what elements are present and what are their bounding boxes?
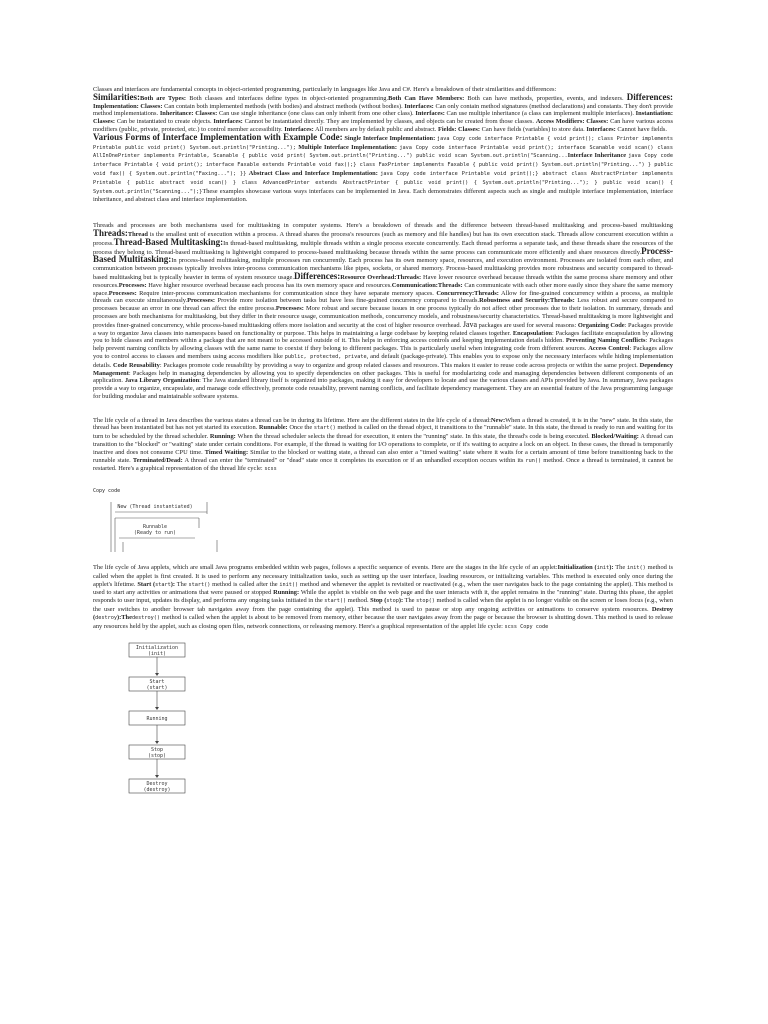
description: : The Java standard library itself is organized into packages, making it easy for developers to locate and use the various classes and APIs provided by Java. In summary, Java packages provide a way to organize, encapsulate, and manage code effectively, promote code reusability, prevent naming conflicts, and facilitate dependency management. They are an essential feature of the Java programming language for building modular and maintainable software systems. [93,377,673,400]
term: Concurrency:Threads: [436,289,499,297]
intro-text: The life cycle of a thread in Java describes the various states a thread can be in during its lifetime. Here are the different states in the life cycle of a thread: [93,416,491,424]
summary-text: In summary, threads and processes are both mechanisms for multitasking, but they differ in their resource usage, communication methods, concurrency models, and robustness/security characteristics. Thread-based multitasking is more lightweight and provides finer-grained concurrency, while process-based multitasking offers more isolation and security at the cost of higher resource overhead. [93,305,673,329]
term: Dependency Management [93,361,673,377]
differences-heading: Differences: [293,270,341,281]
description: All members are by default public and abstract. [313,125,437,133]
inline-code: scss Copy code [504,623,549,630]
description: Cannot have fields. [615,125,667,133]
term: Encapsulation [512,329,552,337]
term: Running: [273,589,300,597]
term: Java Library Organization [124,377,200,385]
term: Organizing Code [577,321,625,329]
term: Fields: Classes: [437,125,481,133]
applet-lifecycle-section [93,564,673,631]
description: The [403,597,417,605]
term: Destroy ( [93,606,673,621]
term: Interface Inheritance [567,152,627,160]
description: : Packages help in managing dependencies by allowing you to specify dependencies on other packages. This is useful for modularizing code and managing dependencies between different components of an application. [93,369,673,385]
document-page [93,86,673,801]
term: Both are Types: [140,94,187,102]
term: Instantiation: Classes: [93,110,673,126]
description: Can communicate with each other more easily since they share the same memory space. [93,281,673,297]
start-label: Start [149,679,165,686]
description: Both classes and interfaces define types in object-oriented programming. [186,94,389,102]
description: Similar to the blocked or waiting state, a thread can also enter a "timed waiting" state where it waits for a certain amount of time before transitioning back to the runnable state. [93,448,673,464]
term: Processes: [275,305,304,313]
description: Have lower resource overhead because threads within the same process share memory and other resources. [93,273,673,289]
term: ): [609,564,614,572]
description: : Packages facilitate encapsulation by allowing you to hide classes and members within a package that are not meant to be accessed outside of it. This helps in enforcing access controls and keeping implementation details hidden. [93,329,673,345]
runnable-state-label: Runnable [142,524,168,531]
destroy-label: Destroy [146,781,168,788]
init-label: Initialization [135,645,179,652]
java-word: Java [462,319,478,329]
process-multitasking-heading: Process-Based Multitasking: [93,245,673,265]
term: Thread [127,230,148,238]
forms-heading: Various Forms of Interface Implementation with Example Code: [93,131,343,142]
destroy-sublabel: (destroy) [143,787,171,794]
description: : Packages help prevent naming conflicts by allowing classes with the same name to coexist if they belong to different packages. This is particularly useful when integrating code from different sources. [93,337,673,353]
inline-code: init() [279,581,299,588]
description: method. Once a thread is terminated, it cannot be restarted. Here's a graphical representation of the thread life cycle: [93,456,673,473]
description: : Packages provide a way to organize Java classes into namespaces based on functionality or purpose. This helps in maintaining a large codebase by keeping related classes together. [93,321,673,337]
term: Access Control [588,345,630,353]
arrow-head [155,775,159,778]
inline-code: start() [313,425,336,432]
term: Running: [209,433,236,441]
description: The [175,580,189,588]
arrow-head [155,673,159,676]
description: Can contain both implemented methods (with bodies) and abstract methods (without bodies). [162,102,403,110]
description: method is called on the thread object, it transitions to the "runnable" state. In this state, the thread is ready to run and waiting for its turn to be scheduled by the thread scheduler. [93,424,673,441]
term: Implementation: Classes: [93,102,163,110]
description: , and default (package-private). This enables you to expose only the necessary interfaces while hiding implementation details. [93,352,674,369]
term: Interfaces: [586,125,616,133]
description: Require inter-process communication mechanisms for communication since they have separate memory spaces. [136,289,434,297]
term: Inheritance: Classes: [159,110,218,118]
description: In thread-based multitasking, multiple threads within a single process execute concurrently. Each thread performs a separate task, and these threads share the resources of the process they belong to. Thread-based multitasking is lightweight compared to process-based multitasking because threads within the same process can communicate more efficiently and share resources directly. [93,239,673,256]
term: ): [170,580,176,588]
description: A thread can enter the "terminated" or "dead" state once it completes its execution or if an unhandled exception occurs within its [182,456,526,464]
description: Can be instantiated to create objects. [115,118,212,126]
term: Abstract Class and Interface Implementation: [248,169,378,177]
description: method and whenever the applet is revisited or reactivated (e.g., when the user navigates back to the page containing the applet). This method is used to start any activities or animations that were paused or stopped [93,580,673,597]
description: method is called when the applet is no longer visible on the screen or loses focus (e.g., when the user switches to another browser tab navigates away from the page containing the applet). This method is used to pause or stop any ongoing activities or animations to conserve system resources. [93,597,673,614]
term: Resource Overhead:Threads: [340,273,422,281]
start-sublabel: (start) [146,685,168,692]
term: Processes: [118,281,147,289]
description: A thread can transition to the "blocked" or "waiting" state under certain conditions. For example, if the thread is waiting for I/O operations to complete, or if it's waiting to acquire a lock on an object. In these cases, the thread is temporarily inactive and does not consume CPU time. [93,433,673,456]
description: When the thread scheduler selects the thread for execution, it enters the "running" state. In this state, the thread's code is being executed. [235,433,590,441]
description: Cannot be instantiated directly. They are implemented by classes, and objects can be created from those classes. [242,118,534,126]
term: Access Modifiers: Classes: [535,118,609,126]
inline-code: public, protected, private [284,353,367,360]
description: In process-based multitasking, multiple processes run concurrently. Each process has its own memory space, resources, and execution environment. Processes are isolated from each other, and communication between processes typically involves inter-process communication mechanisms like pipes, sockets, or shared memory. Process-based multitasking provides more robustness and security compared to thread-based multitasking but is typically heavier in terms of system resource usage. [93,257,673,281]
thread-lifecycle-diagram [93,500,233,552]
description: Can only contain method signatures (method declarations) and constants. They don't provide method implementations. [93,102,673,118]
term: Both Can Have Members: [388,94,465,102]
term: New: [490,416,506,424]
inline-code: destroy [95,614,118,621]
code-snippet: java Copy code interface Printable void print(); interface Scanable void scan() class AllInOnePrinter implements Printable, Scanable { public void print( System.out.println("Printing...") public void scan System.out.println("Scanning... [93,144,673,160]
inline-code: scss [264,466,277,473]
description: Have higher resource overhead because each process has its own memory space and resources. [146,281,392,289]
running-label: Running [146,716,168,723]
applet-lifecycle-diagram [93,641,213,801]
description: Both can have methods, properties, events, and indexers. [464,94,624,102]
term: Terminated/Dead: [132,456,183,464]
arrow-head [155,707,159,710]
term: ):The [117,613,132,621]
description: : Packages promote code reusability by providing a way to organize and group related classes and resources. This makes it easier to reuse code across projects or within the same project. [159,361,638,369]
threads-processes-section [93,222,673,401]
inline-code: start() [324,598,347,605]
term: Interfaces: [404,102,434,110]
code-snippet: java Copy code interface Printable { void print(); interface Faxable extends Printable void fax();} class FaxPrinter implements Faxable { public void print() System.out.println("Printing...") } public void fax() { System.out.println("Faxing..."); }} [93,153,673,177]
inline-code: init() [627,565,646,572]
description: While the applet is visible on the web page and the user interacts with it, the applet remains in the "running" state. During this phase, the applet responds to user input, updates its display, and performs any ongoing tasks initiated in the [93,589,673,605]
term: Communication:Threads: [391,281,463,289]
term: Initialization ( [557,564,597,572]
description: Can have fields (variables) to store data. [480,125,585,133]
init-sublabel: (init) [147,651,167,658]
term: Processes: [187,297,216,305]
description: method is called after the [210,580,280,588]
description: is the smallest unit of execution within a process. A thread shares the process's resources (such as memory and file handles) but has its own execution stack. Threads allow concurrent execution within a process. [93,230,673,247]
stop-sublabel: (stop) [147,753,167,760]
inline-code: init [596,565,610,572]
description: method is called when the applet is about to be removed from memory, either because the user navigates away from the page or because the browser is shutting down. This method is used to release any resources held by the applet, such as closing open files, network connections, or releasing memory. Here's a graphical representation of the applet life cycle: [93,613,673,630]
term: Interfaces: [415,110,445,118]
description: : Packages allow you to control access to classes and members using access modifiers like [93,345,673,360]
description: Can have various access modifiers (public, private, protected, etc.) to control member accessibility. [93,118,673,133]
inline-code: stop() [416,598,435,605]
description: Once the [287,424,314,432]
code-snippet: java Copy code interface Printable void print();} abstract class AbstractPrinter implements Printable { public abstract void scan() } class AdvancedPrinter extends AbstractPrinter { public void print() { System.out.println("Printing..."); } public void scan() { System.out.println("Scanning...");} [93,170,673,195]
similarities-heading: Similarities: [93,91,140,102]
classes-interfaces-section [93,86,673,204]
description: The [613,564,628,572]
inline-code: start() [188,581,211,588]
inline-code: start [155,581,171,588]
description: Allow for fine-grained concurrency within a process, as multiple threads can execute simultaneously. [93,289,673,305]
term: Robustness and Security:Threads: [479,297,575,305]
term: Stop ( [370,597,387,605]
description: When a thread is created, it is in the "new" state. In this state, the thread has been instantiated but has not yet started its execution. [93,416,673,432]
description: Less robust and secure compared to processes because an error in one thread can affect the entire process. [93,297,674,313]
description: Can use multiple inheritance (a class can implement multiple interfaces). [444,110,634,118]
term: Timed Waiting: [204,448,249,456]
closing-text: These examples showcase various ways interfaces can be implemented in Java. Each demonstrates different aspects such as single and multiple interface implementation, interface inheritance, and abstract class and interface implementation. [93,187,673,204]
description: Can use single inheritance (one class can only inherit from one other class). [217,110,414,118]
description: More robust and secure because issues in one process typically do not affect other processes due to their isolation. [303,305,607,313]
arrow-head [155,741,159,744]
threads-heading: Threads: [93,227,128,238]
differences-heading: Differences: [626,91,674,102]
description: method. [346,597,369,605]
packages-intro: packages are used for several reasons: [478,321,577,329]
runnable-state-sublabel: (Ready to run) [133,530,177,537]
term: Preventing Naming Conflicts [565,337,646,345]
term: Blocked/Waiting: [591,433,639,441]
term: ): [398,597,404,605]
term: Code Reusability [113,361,160,369]
term: Start ( [137,580,156,588]
inline-code: run() [525,457,542,464]
term: Interfaces: [213,118,243,126]
code-snippet: java Copy code interface Printable { void print(); class Printer implements Printable public void print() System.out.println("Printing..."); [93,135,673,151]
term: Runnable: [258,424,288,432]
copy-code-label: Copy code [93,488,121,495]
term: Single Interface Implementation: [344,134,436,142]
term: Processes: [108,289,137,297]
intro-text: Classes and interfaces are fundamental concepts in object-oriented programming, particularly in languages like Java and C#. Here's a breakdown of their similarities and differences: [93,86,557,93]
intro-text: The life cycle of Java applets, which are small Java programs embedded within web pages, follows a specific sequence of events. Here are the stages in the life cycle of an applet: [93,564,558,572]
new-state-label: New (Thread instantiated) [117,504,193,511]
inline-code: destroy() [131,614,161,621]
term: Multiple Interface Implementation: [298,143,397,151]
description: Provide more isolation between tasks but have less fine-grained concurrency compared to threads. [215,297,480,305]
stop-label: Stop [150,747,164,754]
intro-text: Threads and processes are both mechanisms used for multitasking in computer systems. Here's a breakdown of threads and the difference between thread-based multitasking and process-based multitasking [93,222,673,230]
description: method is called when the applet is first created. It is used to perform any necessary initialization tasks, such as setting up the user interface, loading resources, or initializing variables. This method is executed only once during the applet's lifetime. [93,564,673,588]
term: Interfaces: [284,125,314,133]
thread-lifecycle-section [93,417,673,475]
inline-code: stop [386,598,399,605]
thread-multitasking-heading: Thread-Based Multitasking: [113,236,224,247]
